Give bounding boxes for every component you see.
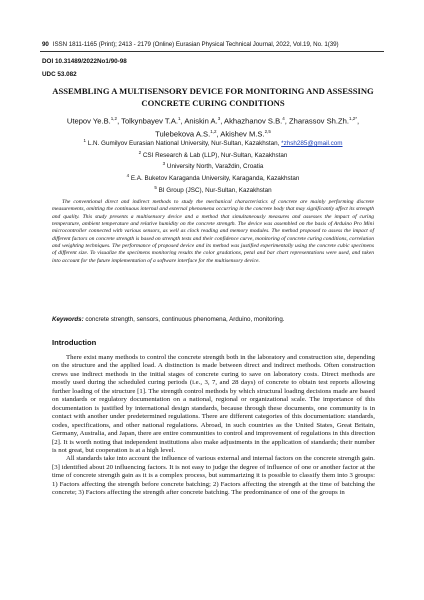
- affiliation-text: L.N. Gumilyov Eurasian National University, Nur-Sultan, Kazakhstan,: [87, 140, 280, 148]
- body-paragraph: All standards take into account the influence of various external and internal factors on the concrete strength gain. [3] identified about 20 influencing factors. It is not easy to judge the degree of influence of one or another factor at the time of concrete strength gain as it is a complex process, but summarizing it is possible to classify them into 3 groups: 1) Factors affecting the strength before concrete batching; 2) Factors affecting the strength at the time of batching the concrete; 3) Factors affecting the strength after concrete batching. The predominance of one of the groups in: [52, 455, 375, 497]
- author-name: Tolkynbayev T.A.: [121, 116, 178, 126]
- author-name: Utepov Ye.B.: [66, 116, 111, 126]
- author-name: Tulebekova A.S.: [155, 129, 211, 139]
- affiliation-sup: 3: [162, 161, 166, 167]
- keywords-text: concrete strength, sensors, continuous phenomena, Arduino, monitoring.: [85, 316, 285, 323]
- affiliation-sup: 4: [126, 173, 130, 179]
- affiliation-sup: 5: [154, 184, 157, 190]
- author-name: Akhazhanov S.B.: [224, 116, 283, 126]
- paper-title: ASSEMBLING A MULTISENSORY DEVICE FOR MONITORING AND ASSESSING CONCRETE CURING CONDITIONS: [52, 86, 374, 108]
- author-affil-sup: 1,2: [210, 128, 217, 134]
- keywords-label: Keywords:: [52, 316, 84, 323]
- page-number: 90: [42, 41, 49, 48]
- author-affil-sup: 3: [217, 116, 221, 121]
- affiliation-sup: 1: [83, 138, 86, 143]
- affiliation-list: [60, 137, 366, 195]
- section-body: [52, 354, 375, 498]
- affiliation-text: E.A. Buketov Karaganda University, Karaganda, Kazakhstan: [130, 175, 300, 183]
- affiliation-line: [60, 149, 366, 161]
- author-affil-sup: 2,5: [264, 128, 271, 134]
- section-heading: Introduction: [52, 338, 97, 347]
- affiliation-line: [60, 184, 366, 196]
- author-affil-sup: 4: [282, 116, 285, 121]
- affiliation-line: [60, 172, 366, 184]
- affiliation-line: [60, 160, 366, 172]
- author-affil-sup: 1,2: [110, 116, 118, 121]
- affiliation-text: BI Group (JSC), Nur-Sultan, Kazakhstan: [158, 186, 272, 194]
- author-name: Aniskin A.: [184, 116, 218, 126]
- affiliation-line: [60, 137, 366, 149]
- affiliation-text: University North, Varaždin, Croatia: [166, 163, 264, 171]
- keywords-line: [52, 316, 374, 324]
- author-affil-sup: 1: [178, 116, 181, 121]
- author-list: Utepov Ye.B.$^{1,2}$, Tolkynbayev T.A.$^1$, Aniskin A.$^3$, Akhazhanov S.B.$^4$, Zharassov Sh.Zh.$^{1,2*}$, Tulebekova A.S.$^{1,2}$, Akishev M.S.$^{2,5}$: [66, 116, 360, 139]
- corresponding-email-link[interactable]: *zhsh285@gmail.com: [281, 140, 343, 148]
- doi-line[interactable]: DOI 10.31489/2022No1/90-98: [42, 58, 127, 65]
- header-rule: [40, 51, 384, 52]
- affiliation-sup: 2: [138, 149, 142, 155]
- author-name: Zharassov Sh.Zh.: [289, 116, 349, 126]
- udc-line: UDC 53.082: [42, 71, 77, 78]
- author-affil-sup: 1,2*: [348, 116, 357, 121]
- body-paragraph: There exist many methods to control the concrete strength both in the laboratory and construction site, depending on the structure and the applied load. A distinction is made between direct and indirect methods. Often construction crews use indirect methods in the initial stages of concrete curing to save on laboratory costs. Direct methods are mostly used during the scheduled curing periods (i.e., 3, 7, and 28 days) of concrete to obtain test reports allowing further loading of the structure [1]. The strength control methods by which structural loading decisions made are based on standards or regulatory documentation on a national, regional or organizational scale. The importance of this documentation is justified by international design standards, because through these documents, one community is in contact with another under predetermined regulations. There are different categories of this documentation: standards, codes, specifications, and other national regulations. Abroad, in such countries as the United States, Great Britain, Germany, Australia, and Japan, there are entire communities to control and improvement of regulations in this direction [2]. It is worth noting that independent institutions also make adjustments in the application of standards; their number is not great, but cooperation is at a high level.: [52, 354, 375, 454]
- running-header: [42, 41, 402, 48]
- affiliation-text: CSI Research & Lab (LLP), Nur-Sultan, Kazakhstan: [142, 151, 288, 159]
- journal-line: ISSN 1811-1165 (Print); 2413 - 2179 (Online) Eurasian Physical Technical Journal, 2022, Vol.19, No. 1(39): [52, 41, 339, 48]
- abstract-text: The conventional direct and indirect methods to study the mechanical characteristics of concrete are mainly performing discrete measurements, omitting the continuous internal and external phenomena occurring in the concrete body that may significantly affect its strength and quality. This study presents a multisensory device and a method that simultaneously measures and assesses the impact of curing temperature, ambient temperature and relative humidity on the concrete strength. The device was assembled on the basis of Arduino Pro Mini microcontroller connected with various sensors, as well as clock reading and memory modules. The method proposed to assess the impact of different factors on concrete strength is based on strength tests and their confidence curve, monitoring of concrete curing conditions, correlation and weighting techniques. The performance of proposed device and its method was justified experimentally using the concrete cubic specimens of different size. To visualize the specimens monitoring results the color gradations, petal and bar chart representations were used, and taken into account for the future implementation of a software interface for the multisensory device.: [52, 199, 374, 264]
- author-name: Akishev M.S.: [220, 129, 265, 139]
